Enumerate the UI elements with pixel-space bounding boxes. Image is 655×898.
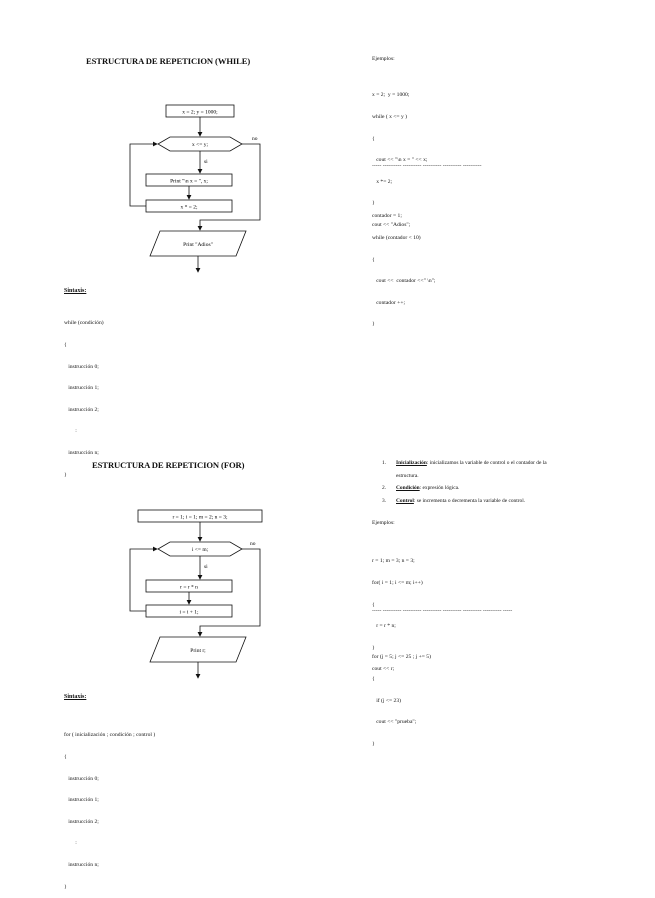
list-item [382, 498, 525, 505]
list-text: : inicializamos la variable de control o el contador de la [426, 460, 547, 466]
for-title: ESTRUCTURA DE REPETICION (FOR) [92, 460, 245, 470]
code-line: { [64, 754, 67, 760]
code-line: : [64, 428, 77, 435]
for-example2 [372, 640, 431, 755]
code-line: cout << "\n x = " << x; [372, 157, 428, 164]
while-update-text: x * = 2; [180, 204, 198, 211]
for-separator: ----- ---------- ---------- ---------- ---------- ---------- ---------- ----- [372, 608, 513, 614]
code-line: cout << "Adios"; [372, 221, 411, 228]
list-number: 2. [382, 485, 387, 491]
code-line: } [372, 321, 375, 328]
code-line: r = 1; m = 3; n = 3; [372, 558, 415, 565]
while-title: ESTRUCTURA DE REPETICION (WHILE) [86, 56, 251, 66]
while-syntax-label: Sintaxis: [64, 288, 87, 294]
for-body-text: r = r * n [180, 584, 198, 591]
list-label: Condición [396, 485, 420, 491]
list-number: 1. [382, 460, 387, 466]
for-flowchart [120, 500, 280, 694]
for-parts-list [382, 460, 642, 506]
list-label: Inicialización [396, 460, 427, 466]
code-line: for( i = 1; i <= m; i++) [372, 580, 423, 586]
code-line: cout << r; [372, 666, 395, 673]
list-text: : se incrementa o decrementa la variable de control. [413, 498, 526, 504]
list-label: Control [396, 498, 414, 504]
code-line: cout << "prueba"; [372, 719, 417, 726]
code-line: } [64, 471, 67, 478]
while-si-label: si [204, 159, 208, 165]
code-line: instrucción 2; [64, 818, 99, 825]
code-line: if (j <= 23) [372, 697, 401, 704]
while-flowchart [120, 96, 280, 286]
code-line: { [372, 601, 375, 608]
code-line: contador = 1; [372, 213, 402, 220]
while-print-text: Print "\n x = ", x; [170, 178, 208, 185]
code-line: { [64, 342, 67, 348]
code-line: cout << contador <<" \n"; [372, 278, 436, 285]
while-syntax-block [64, 306, 104, 486]
list-item [382, 485, 459, 492]
code-line: : [64, 840, 77, 847]
code-line: { [372, 135, 375, 142]
code-line: } [64, 883, 67, 890]
code-line: while (condición) [64, 320, 104, 327]
for-output-text: Print r; [190, 648, 206, 654]
for-no-label: no [250, 541, 256, 547]
list-item [382, 460, 547, 467]
for-syntax-block [64, 718, 155, 898]
for-update-text: i = i + 1; [179, 609, 199, 616]
for-condition-text: i <= m; [191, 547, 209, 553]
for-syntax-label: Sintaxis: [64, 694, 87, 700]
code-line: instrucción n; [64, 861, 99, 868]
while-condition-text: x <= y; [192, 142, 208, 148]
code-line: } [372, 200, 375, 207]
code-line: while (contador < 10) [372, 235, 421, 241]
for-si-label: si [204, 564, 208, 570]
while-separator: ----- ---------- ---------- ---------- ---------- ---------- [372, 163, 482, 169]
code-line: instrucción 0; [64, 775, 99, 782]
code-line: x = 2; y = 1000; [372, 92, 410, 99]
while-no-label: no [252, 136, 258, 142]
code-line: } [372, 644, 375, 651]
code-line: for ( inicialización ; condición ; control ) [64, 732, 156, 739]
code-line: while ( x <= y ) [372, 114, 408, 120]
code-line: instrucción 0; [64, 363, 99, 370]
list-number: 3. [382, 498, 387, 504]
code-line: instrucción 1; [64, 385, 99, 392]
code-line: { [372, 676, 375, 682]
while-init-text: x = 2; y = 1000; [182, 109, 218, 116]
while-output-text: Print "Adios" [183, 242, 213, 248]
for-init-text: r = 1; i = 1; m = 2; n = 3; [172, 514, 228, 521]
code-line: } [372, 740, 375, 747]
code-line: instrucción n; [64, 449, 99, 456]
code-line: x *= 2; [372, 178, 393, 185]
code-line: instrucción 2; [64, 406, 99, 413]
list-item-continuation: estructura. [396, 473, 419, 479]
list-text: : expresión lógica. [419, 485, 460, 491]
code-line: { [372, 256, 375, 263]
while-examples-label: Ejemplos: [372, 56, 395, 62]
code-line: instrucción 1; [64, 797, 99, 804]
while-example2 [372, 199, 435, 336]
for-examples-label: Ejemplos: [372, 520, 395, 526]
code-line: for (j = 5; j <= 25 ; j += 5) [372, 654, 431, 661]
code-line: r = r * n; [372, 623, 396, 630]
code-line: contador ++; [372, 299, 406, 306]
